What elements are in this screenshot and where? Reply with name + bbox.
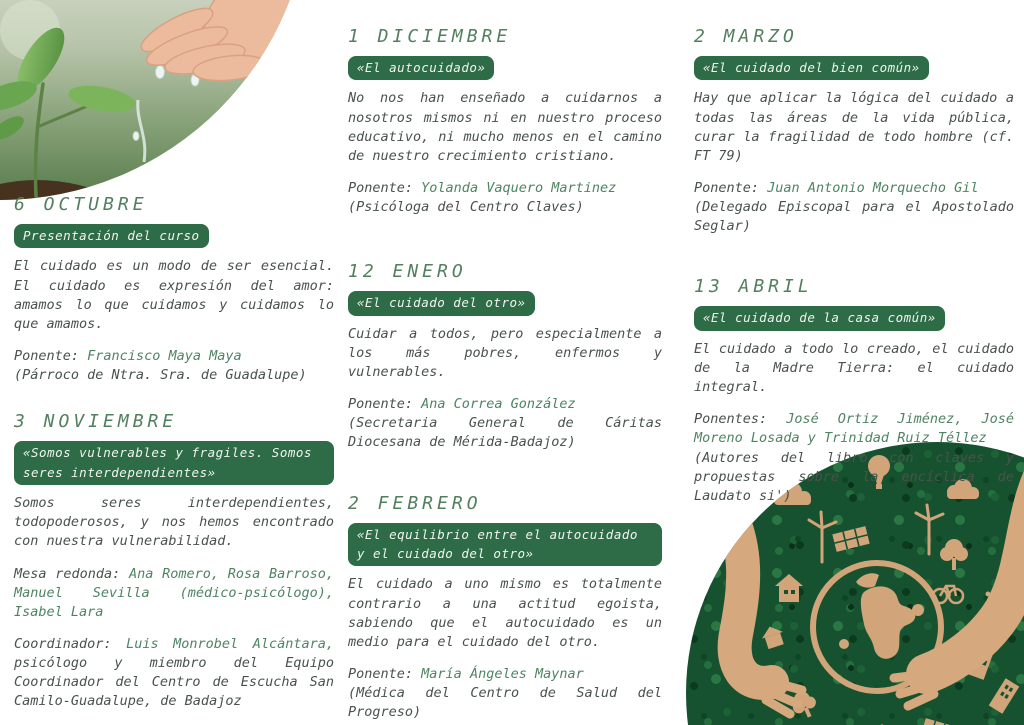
column-left [14, 194, 334, 725]
session-12-enero [348, 261, 662, 452]
session-description: El cuidado a todo lo creado, el cuidado de la Madre Tierra: el cuidado integral. [694, 340, 1014, 396]
session-topic-badge: Presentación del curso [14, 224, 209, 248]
session-description: Cuidar a todos, pero especialmente a los más pobres, enfermos y vulnerables. [348, 325, 662, 380]
session-credit [14, 347, 334, 385]
session-topic-badge: «El cuidado del bien común» [694, 56, 929, 80]
credit-label: Mesa redonda: [14, 565, 121, 582]
credit-names: María Ángeles Maynar [421, 666, 584, 682]
credit-names: Luis Monrobel Alcántara, [126, 636, 334, 652]
credit-label: Ponente: [348, 180, 414, 196]
session-date: 1 DICIEMBRE [348, 26, 512, 47]
credit-label: Ponente: [348, 666, 414, 682]
session-credit [348, 665, 662, 722]
session-credit [14, 635, 334, 712]
credit-names: Ana Correa González [421, 396, 576, 413]
credit-detail: (Delegado Episcopal para el Apostolado Seglar) [694, 199, 1014, 235]
seedling-watering-graphic [0, 0, 310, 200]
session-topic-badge: «El autocuidado» [348, 56, 494, 80]
session-topic-badge: «El equilibrio entre el autocuidado y el cuidado del otro» [348, 523, 662, 567]
credit-names: Ana Romero, Rosa Barroso, Manuel Sevilla (médico-psicólogo), Isabel Lara [14, 565, 334, 620]
session-description: El cuidado es un modo de ser esencial. El cuidado es expresión del amor: amamos lo que cuidamos y cuidamos lo que amamos. [14, 258, 334, 332]
column-middle [348, 26, 662, 725]
session-2-marzo [694, 26, 1014, 236]
session-date: 3 NOVIEMBRE [14, 411, 178, 433]
session-credit [694, 410, 1014, 506]
session-date: 6 OCTUBRE [14, 194, 148, 215]
session-date: 13 ABRIL [694, 276, 813, 298]
credit-detail: (Médica del Centro de Salud del Progreso) [348, 685, 662, 721]
house-icon [775, 574, 803, 602]
session-date: 2 FEBRERO [348, 492, 482, 514]
credit-detail: (Párroco de Ntra. Sra. de Guadalupe) [14, 367, 307, 384]
session-topic-badge: «El cuidado de la casa común» [694, 306, 945, 330]
credit-names: Juan Antonio Morquecho Gil [767, 180, 979, 196]
credit-names: José Ortiz Jiménez, José Moreno Losada y Trinidad Ruiz Téllez [694, 411, 1014, 447]
credit-detail: psicólogo y miembro del Equipo Coordinador del Centro de Escucha San Camilo-Guadalupe, de Badajoz [14, 655, 334, 710]
credit-label: Ponentes: [694, 411, 768, 428]
session-1-diciembre [348, 26, 662, 217]
session-6-octubre [14, 194, 334, 385]
solar-panel-icon [921, 718, 954, 725]
tree-icon [940, 539, 968, 570]
credit-detail: (Secretaria General de Cáritas Diocesana de Mérida-Badajoz) [348, 415, 662, 451]
credit-label: Coordinador: [14, 636, 112, 652]
credit-names: Francisco Maya Maya [87, 348, 242, 364]
building-icon [989, 678, 1020, 714]
session-credit [348, 395, 662, 452]
session-credit [14, 565, 334, 622]
session-credit [348, 179, 662, 217]
session-topic-badge: «El cuidado del otro» [348, 291, 535, 315]
session-2-febrero [348, 493, 662, 723]
house-icon [759, 623, 786, 650]
session-description: El cuidado a uno mismo es totalmente contrario a una actitud egoista, sabiendo que el autocuidado es un medio para el cuidado del otro. [348, 576, 662, 650]
session-description: Hay que aplicar la lógica del cuidado a todas las áreas de la vida pública, curar la fragilidad de todo hombre (cf. FT 79) [694, 90, 1014, 164]
session-description: No nos han enseñado a cuidarnos a nosotros mismos ni en nuestro proceso educativo, ni mucho menos en el camino de nuestro crecimiento cristiano. [348, 90, 662, 164]
credit-detail: (Psicóloga del Centro Claves) [348, 199, 584, 216]
watering-hand-photo [0, 0, 310, 200]
credit-names: Yolanda Vaquero Martinez [421, 180, 617, 196]
session-description: Somos seres interdependientes, todopoderosos, y nos hemos encontrado con nuestra vulnerabilidad. [14, 495, 334, 550]
credit-detail: (Autores del libro con claves y propuestas sobre la encíclica de Laudato si') [694, 449, 1014, 504]
session-credit [694, 179, 1014, 236]
session-date: 2 MARZO [694, 26, 798, 47]
session-topic-badge: «Somos vulnerables y fragiles. Somos seres interdependientes» [14, 441, 334, 485]
session-3-noviembre [14, 411, 334, 711]
credit-label: Ponente: [694, 180, 760, 196]
session-date: 12 ENERO [348, 261, 467, 283]
column-right [694, 26, 1014, 532]
credit-label: Ponente: [348, 396, 414, 413]
session-13-abril [694, 276, 1014, 506]
credit-label: Ponente: [14, 348, 80, 364]
